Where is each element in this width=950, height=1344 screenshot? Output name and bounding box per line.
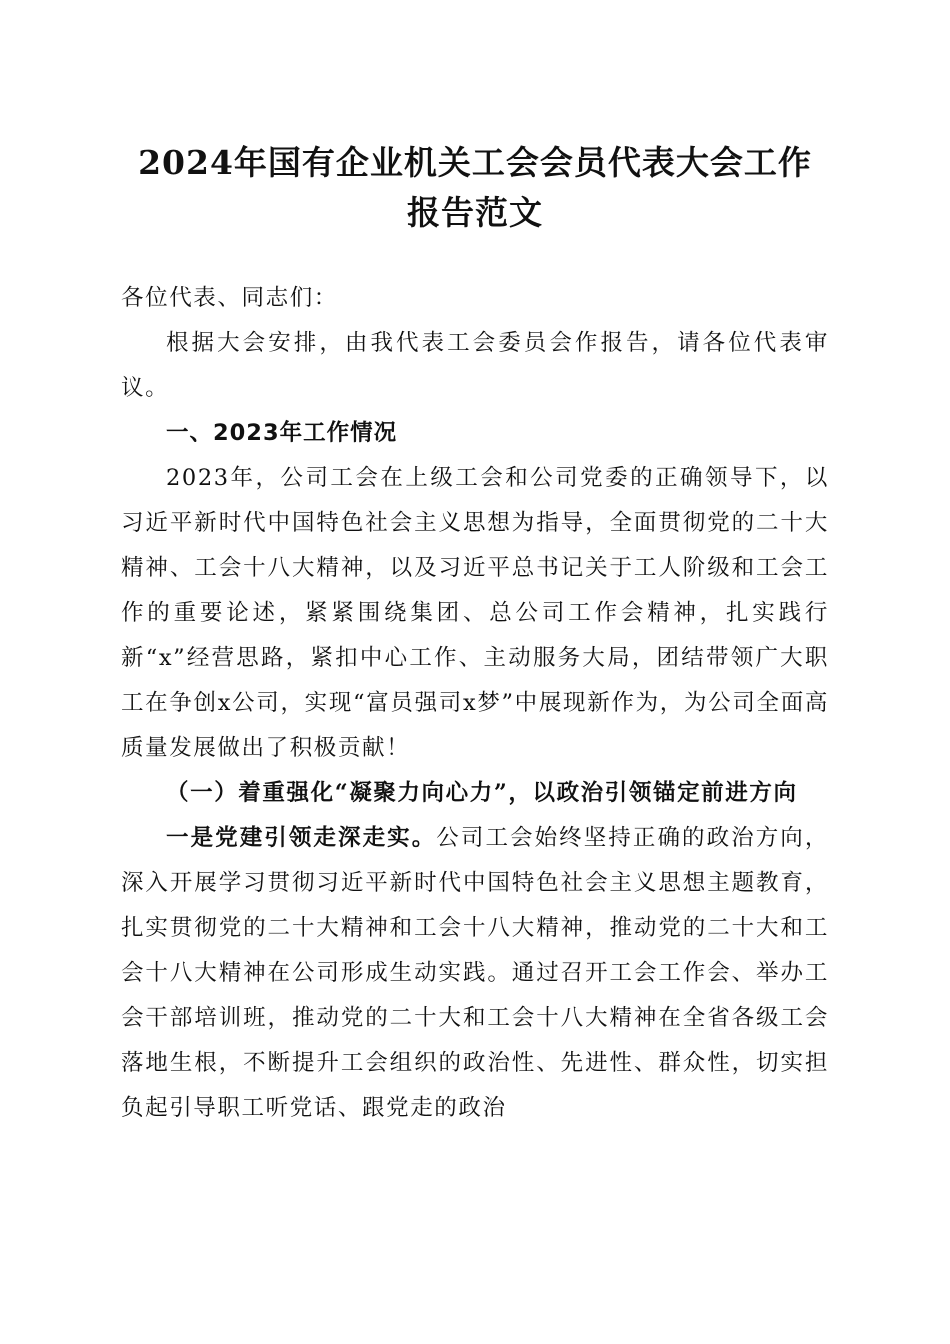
document-title	[100, 138, 850, 238]
subsection-heading-1: （一）着重强化“凝聚力向心力”，以政治引领锚定前进方向	[166, 780, 798, 806]
intro-paragraph: 根据大会安排，由我代表工会委员会作报告，请各位代表审议。	[121, 330, 829, 401]
paragraph-2	[121, 816, 829, 1131]
document-body	[121, 276, 829, 1131]
paragraph-2-lead: 一是党建引领走深走实。	[166, 825, 437, 851]
section-heading-1: 一、2023年工作情况	[166, 420, 398, 446]
salutation: 各位代表、同志们：	[121, 285, 338, 311]
title-line-1: 2024年国有企业机关工会会员代表大会工作	[138, 143, 812, 182]
title-line-2: 报告范文	[407, 193, 543, 232]
paragraph-2-text: 公司工会始终坚持正确的政治方向，深入开展学习贯彻习近平新时代中国特色社会主义思想主题教育，扎实贯彻党的二十大精神和工会十八大精神，推动党的二十大和工会十八大精神在公司形成生动实践。通过召开工会工作会、举办工会干部培训班，推动党的二十大和工会十八大精神在全省各级工会落地生根，不断提升工会组织的政治性、先进性、群众性，切实担负起引导职工听党话、跟党走的政治	[121, 825, 829, 1121]
section-1-paragraph: 2023年，公司工会在上级工会和公司党委的正确领导下，以习近平新时代中国特色社会主义思想为指导，全面贯彻党的二十大精神、工会十八大精神，以及习近平总书记关于工人阶级和工会工作的重要论述，紧紧围绕集团、总公司工作会精神，扎实践行新“x”经营思路，紧扣中心工作、主动服务大局，团结带领广大职工在争创x公司，实现“富员强司x梦”中展现新作为，为公司全面高质量发展做出了积极贡献！	[121, 465, 829, 761]
